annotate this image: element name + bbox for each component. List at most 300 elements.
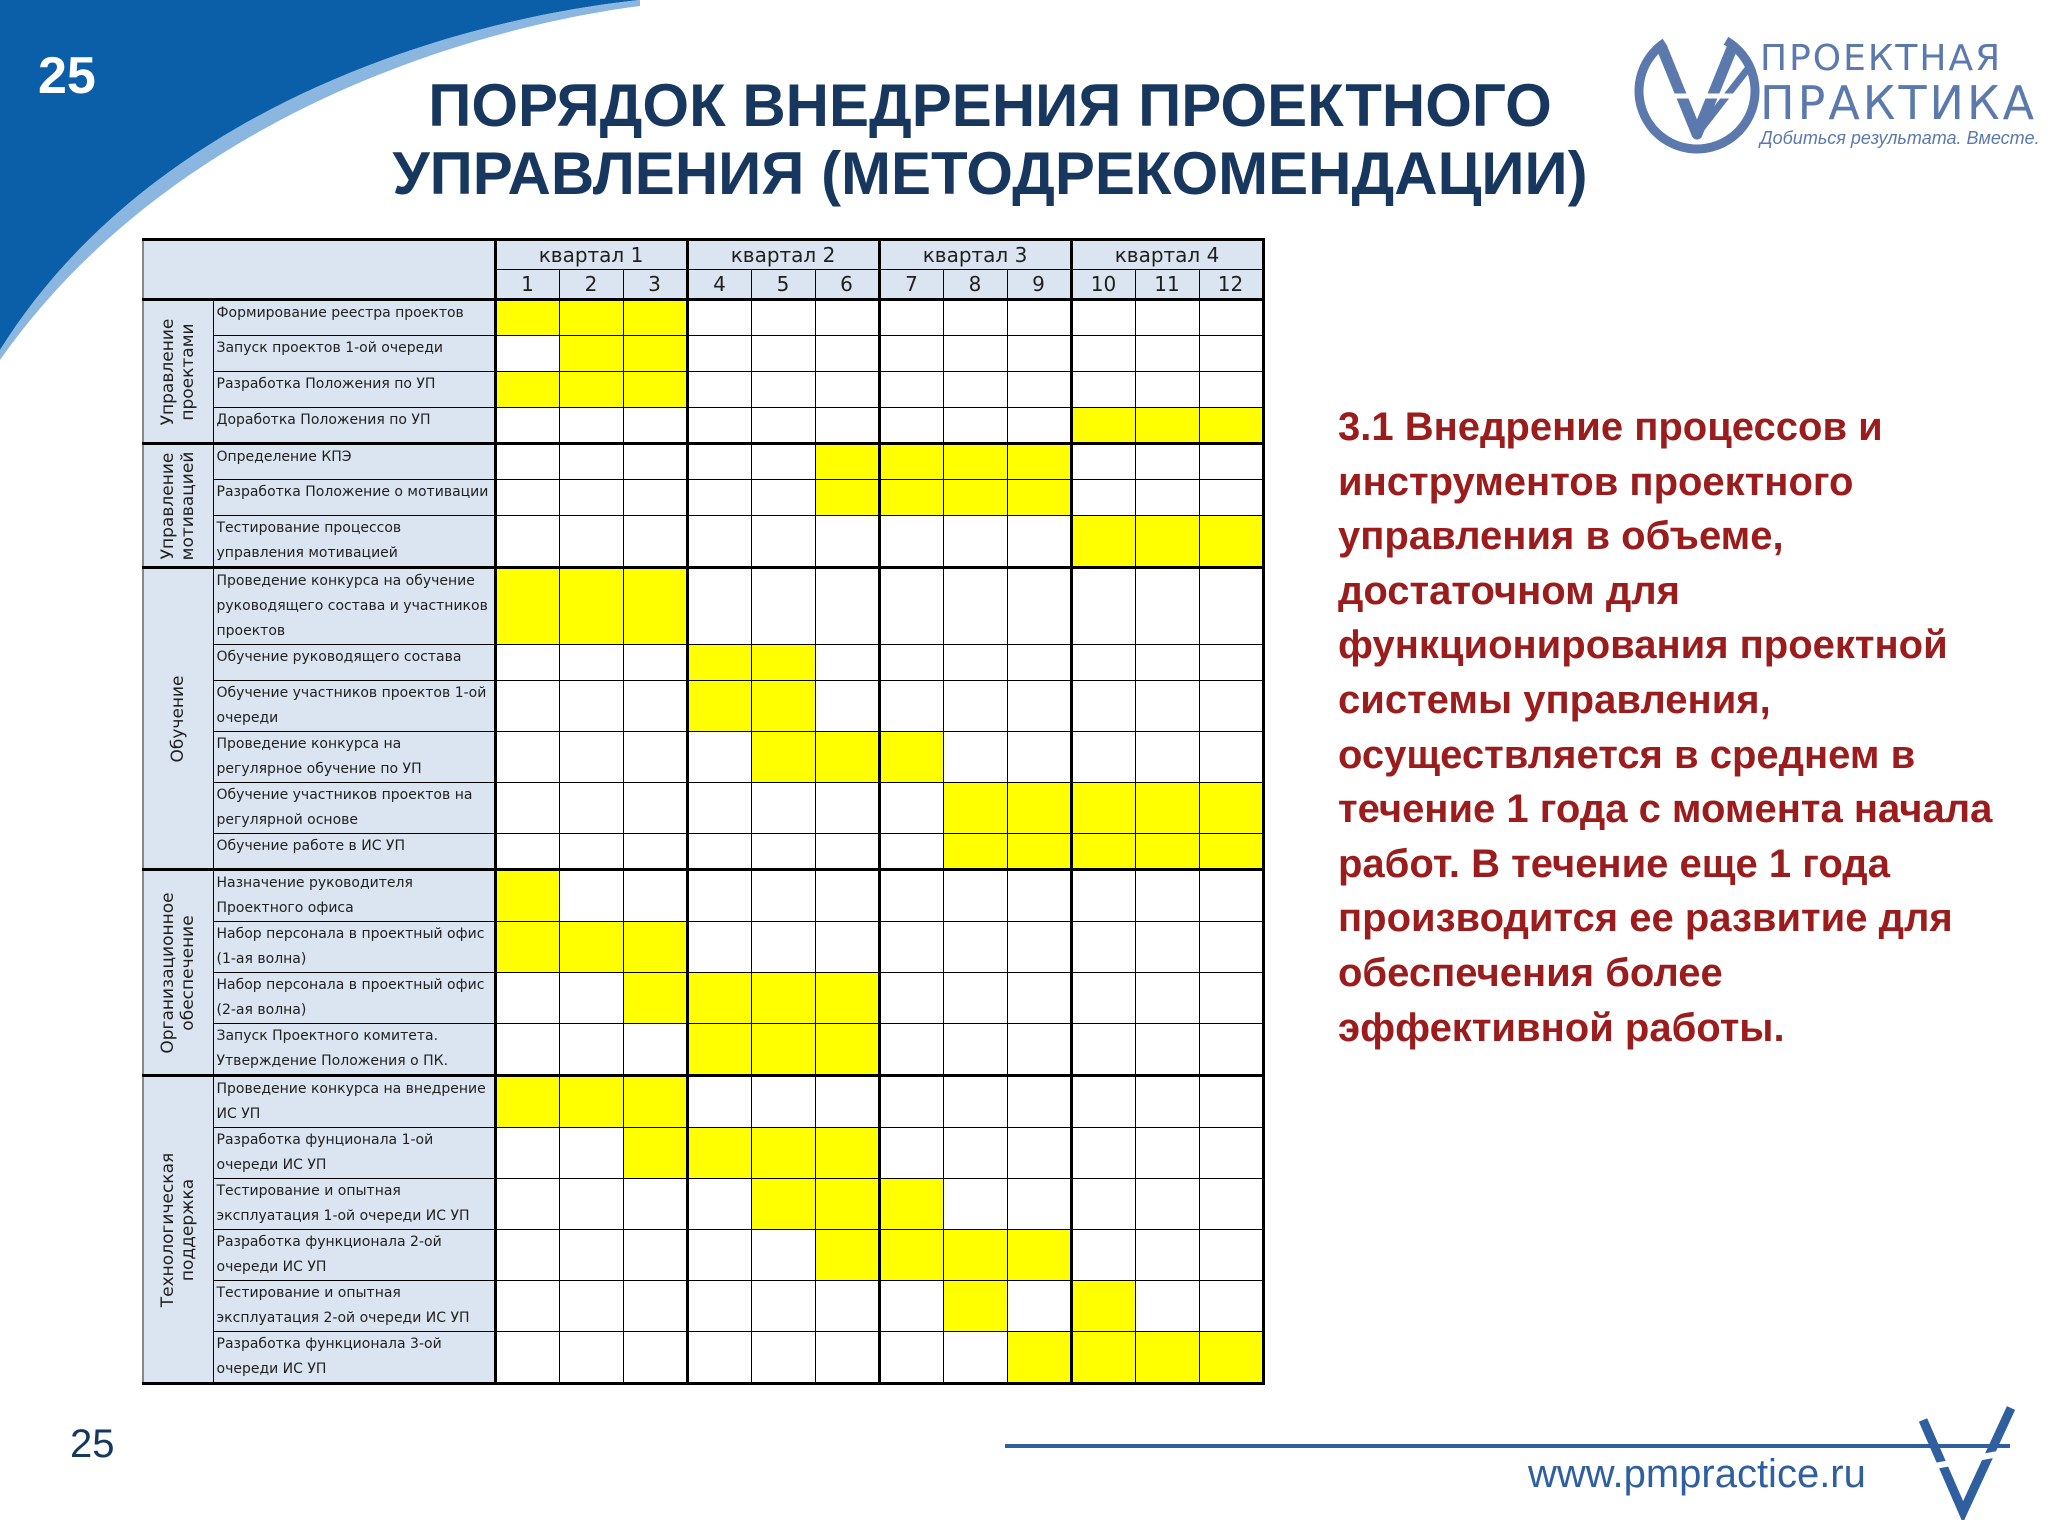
gantt-cell-active	[623, 1076, 687, 1128]
logo-v-icon	[1632, 26, 1762, 156]
gantt-cell	[1071, 732, 1135, 783]
gantt-cell-active	[495, 1076, 559, 1128]
task-label: Тестирование процессов управления мотивацией	[213, 516, 495, 568]
gantt-cell	[751, 408, 815, 444]
gantt-cell-active	[1007, 834, 1071, 870]
gantt-cell-active	[495, 870, 559, 922]
gantt-cell	[687, 922, 751, 973]
gantt-cell	[687, 1230, 751, 1281]
table-row	[143, 372, 1263, 408]
task-label: Разработка Положение о мотивации	[213, 480, 495, 516]
gantt-cell	[943, 1024, 1007, 1076]
group-cell	[143, 300, 213, 444]
table-row	[143, 870, 1263, 922]
gantt-cell-active	[943, 444, 1007, 480]
gantt-cell	[815, 1281, 879, 1332]
task-label: Доработка Положения по УП	[213, 408, 495, 444]
gantt-cell	[879, 336, 943, 372]
gantt-cell-active	[495, 372, 559, 408]
gantt-cell	[623, 1230, 687, 1281]
month-header: 6	[815, 270, 879, 300]
gantt-cell	[1007, 408, 1071, 444]
gantt-cell	[879, 1076, 943, 1128]
gantt-cell	[1199, 1179, 1263, 1230]
footer-line	[1005, 1444, 2010, 1448]
gantt-cell-active	[1071, 1281, 1135, 1332]
gantt-cell-active	[879, 1179, 943, 1230]
group-label: Организационное обеспечение	[158, 891, 199, 1054]
table-row	[143, 1332, 1263, 1384]
gantt-cell-active	[1135, 834, 1199, 870]
month-header: 12	[1199, 270, 1263, 300]
gantt-cell	[495, 408, 559, 444]
gantt-cell	[495, 444, 559, 480]
gantt-cell	[1199, 645, 1263, 681]
gantt-cell	[751, 372, 815, 408]
gantt-cell	[943, 516, 1007, 568]
gantt-cell-active	[687, 973, 751, 1024]
gantt-cell	[751, 783, 815, 834]
group-cell	[143, 568, 213, 870]
task-label: Проведение конкурса на регулярное обучение по УП	[213, 732, 495, 783]
gantt-cell	[1007, 645, 1071, 681]
gantt-cell	[1007, 516, 1071, 568]
quarter-header-row	[143, 240, 1263, 270]
gantt-cell-active	[1007, 1230, 1071, 1281]
table-row	[143, 681, 1263, 732]
gantt-cell	[1199, 973, 1263, 1024]
gantt-cell	[687, 372, 751, 408]
quarter-header: квартал 4	[1071, 240, 1263, 270]
gantt-cell	[1199, 1230, 1263, 1281]
table-row	[143, 1128, 1263, 1179]
gantt-cell-active	[879, 1230, 943, 1281]
task-label: Набор персонала в проектный офис (1-ая волна)	[213, 922, 495, 973]
logo-tagline: Добиться результата. Вместе.	[1760, 128, 2040, 148]
gantt-cell	[943, 408, 1007, 444]
gantt-cell-active	[559, 300, 623, 336]
gantt-cell	[879, 516, 943, 568]
month-header: 3	[623, 270, 687, 300]
gantt-cell-active	[623, 1128, 687, 1179]
table-row	[143, 645, 1263, 681]
gantt-cell	[1199, 922, 1263, 973]
gantt-cell	[879, 372, 943, 408]
gantt-cell-active	[559, 372, 623, 408]
gantt-cell	[1199, 1076, 1263, 1128]
table-row	[143, 783, 1263, 834]
gantt-cell-active	[815, 973, 879, 1024]
gantt-cell	[1071, 973, 1135, 1024]
month-header: 4	[687, 270, 751, 300]
gantt-cell	[815, 783, 879, 834]
gantt-cell	[943, 1128, 1007, 1179]
gantt-cell-active	[1199, 1332, 1263, 1384]
gantt-cell	[943, 336, 1007, 372]
gantt-cell-active	[943, 834, 1007, 870]
gantt-cell-active	[1135, 516, 1199, 568]
gantt-cell-active	[559, 336, 623, 372]
gantt-cell-active	[559, 568, 623, 645]
gantt-cell	[751, 1076, 815, 1128]
gantt-cell	[1135, 372, 1199, 408]
gantt-cell-active	[623, 922, 687, 973]
slide-number-bottom: 25	[70, 1422, 115, 1466]
gantt-cell	[687, 336, 751, 372]
gantt-cell	[815, 516, 879, 568]
gantt-cell-active	[623, 568, 687, 645]
gantt-cell	[687, 783, 751, 834]
group-label: Управление проектами	[158, 318, 199, 425]
gantt-cell	[943, 1076, 1007, 1128]
gantt-cell-active	[623, 336, 687, 372]
table-row	[143, 732, 1263, 783]
gantt-cell	[1007, 568, 1071, 645]
gantt-cell-active	[1071, 408, 1135, 444]
table-row	[143, 1281, 1263, 1332]
group-cell	[143, 444, 213, 568]
gantt-cell	[815, 1332, 879, 1384]
gantt-cell-active	[1007, 444, 1071, 480]
gantt-cell	[1135, 1281, 1199, 1332]
table-row	[143, 922, 1263, 973]
gantt-cell	[1135, 1024, 1199, 1076]
gantt-cell-active	[1135, 408, 1199, 444]
gantt-cell	[943, 645, 1007, 681]
gantt-cell	[1199, 870, 1263, 922]
gantt-cell	[1135, 645, 1199, 681]
side-description: 3.1 Внедрение процессов и инструментов проектного управления в объеме, достаточном для функционирования проектной системы управления, осуществляется в среднем в течение 1 года с момента начала работ. В течение еще 1 года производится ее развитие для обеспечения более эффективной работы.	[1338, 405, 1993, 1050]
footer-url[interactable]: www.pmpractice.ru	[1528, 1452, 1866, 1496]
gantt-cell	[623, 783, 687, 834]
gantt-cell-active	[1199, 834, 1263, 870]
gantt-cell-active	[623, 300, 687, 336]
gantt-cell-active	[943, 1230, 1007, 1281]
gantt-cell	[687, 732, 751, 783]
gantt-cell	[559, 444, 623, 480]
gantt-cell-active	[815, 1024, 879, 1076]
gantt-cell	[1135, 444, 1199, 480]
month-header: 11	[1135, 270, 1199, 300]
gantt-cell	[687, 834, 751, 870]
month-header: 8	[943, 270, 1007, 300]
gantt-cell	[495, 1024, 559, 1076]
gantt-cell	[1007, 681, 1071, 732]
quarter-header: квартал 3	[879, 240, 1071, 270]
gantt-cell	[559, 516, 623, 568]
gantt-cell	[687, 870, 751, 922]
gantt-cell	[687, 568, 751, 645]
gantt-cell	[1007, 973, 1071, 1024]
gantt-cell-active	[943, 783, 1007, 834]
gantt-cell-active	[815, 732, 879, 783]
table-row	[143, 300, 1263, 336]
gantt-cell	[815, 645, 879, 681]
gantt-cell	[879, 783, 943, 834]
gantt-cell	[495, 732, 559, 783]
gantt-cell	[1071, 1076, 1135, 1128]
month-header: 2	[559, 270, 623, 300]
gantt-cell	[1007, 1128, 1071, 1179]
logo-text-top: ПРОЕКТНАЯ	[1760, 38, 2003, 79]
gantt-cell-active	[943, 1281, 1007, 1332]
table-row	[143, 336, 1263, 372]
gantt-cell-active	[1007, 1332, 1071, 1384]
gantt-cell-active	[1071, 834, 1135, 870]
gantt-cell	[1071, 568, 1135, 645]
gantt-cell	[495, 973, 559, 1024]
table-row	[143, 1024, 1263, 1076]
table-row	[143, 568, 1263, 645]
gantt-cell	[559, 870, 623, 922]
gantt-cell	[1007, 1024, 1071, 1076]
gantt-cell-active	[751, 1179, 815, 1230]
gantt-cell	[559, 408, 623, 444]
gantt-cell-active	[1071, 1332, 1135, 1384]
task-label: Обучение работе в ИС УП	[213, 834, 495, 870]
gantt-cell	[495, 516, 559, 568]
gantt-cell	[623, 1024, 687, 1076]
gantt-cell	[1135, 973, 1199, 1024]
gantt-cell	[1007, 870, 1071, 922]
gantt-cell	[623, 870, 687, 922]
gantt-cell-active	[1071, 783, 1135, 834]
gantt-cell	[559, 1332, 623, 1384]
gantt-cell-active	[1135, 783, 1199, 834]
gantt-cell	[943, 568, 1007, 645]
gantt-cell	[751, 870, 815, 922]
gantt-cell	[559, 783, 623, 834]
gantt-cell	[495, 1179, 559, 1230]
table-row	[143, 1179, 1263, 1230]
gantt-cell-active	[687, 645, 751, 681]
gantt-cell	[623, 516, 687, 568]
gantt-cell	[879, 645, 943, 681]
gantt-cell-active	[623, 372, 687, 408]
month-header: 10	[1071, 270, 1135, 300]
month-header: 7	[879, 270, 943, 300]
gantt-cell	[1071, 1179, 1135, 1230]
task-label: Разработка фунционала 1-ой очереди ИС УП	[213, 1128, 495, 1179]
gantt-cell	[1071, 336, 1135, 372]
gantt-cell	[1199, 1281, 1263, 1332]
task-label: Обучение участников проектов 1-ой очереди	[213, 681, 495, 732]
v-check-icon	[1915, 1400, 2025, 1520]
task-label: Разработка Положения по УП	[213, 372, 495, 408]
gantt-cell-active	[1007, 480, 1071, 516]
gantt-cell	[1071, 480, 1135, 516]
task-label: Обучение руководящего состава	[213, 645, 495, 681]
gantt-cell	[1135, 480, 1199, 516]
task-label: Проведение конкурса на обучение руководящего состава и участников проектов	[213, 568, 495, 645]
gantt-cell	[559, 1230, 623, 1281]
gantt-cell	[1071, 1024, 1135, 1076]
gantt-cell-active	[751, 973, 815, 1024]
gantt-cell	[1135, 681, 1199, 732]
gantt-cell	[879, 408, 943, 444]
gantt-cell	[943, 922, 1007, 973]
gantt-cell-active	[495, 300, 559, 336]
gantt-cell	[879, 1128, 943, 1179]
gantt-cell	[623, 834, 687, 870]
gantt-cell	[687, 408, 751, 444]
table-row	[143, 973, 1263, 1024]
gantt-cell	[1199, 1128, 1263, 1179]
gantt-cell	[623, 408, 687, 444]
gantt-cell	[495, 1128, 559, 1179]
gantt-cell	[559, 1024, 623, 1076]
gantt-cell	[1071, 870, 1135, 922]
gantt-cell	[1007, 732, 1071, 783]
task-label: Обучение участников проектов на регулярной основе	[213, 783, 495, 834]
gantt-cell	[879, 973, 943, 1024]
table-row	[143, 444, 1263, 480]
gantt-cell-active	[751, 681, 815, 732]
gantt-cell	[559, 480, 623, 516]
gantt-cell	[1135, 1076, 1199, 1128]
gantt-cell	[751, 516, 815, 568]
gantt-cell	[687, 1332, 751, 1384]
gantt-cell	[1071, 645, 1135, 681]
gantt-cell	[623, 732, 687, 783]
gantt-cell-active	[943, 480, 1007, 516]
gantt-cell	[943, 870, 1007, 922]
gantt-cell	[1135, 336, 1199, 372]
gantt-cell	[559, 732, 623, 783]
gantt-cell	[495, 1230, 559, 1281]
gantt-cell	[623, 444, 687, 480]
gantt-cell-active	[751, 1128, 815, 1179]
gantt-cell	[879, 870, 943, 922]
task-label: Тестирование и опытная эксплуатация 2-ой очереди ИС УП	[213, 1281, 495, 1332]
gantt-cell	[623, 645, 687, 681]
gantt-cell-active	[815, 1230, 879, 1281]
gantt-cell-active	[1135, 1332, 1199, 1384]
gantt-cell	[1007, 1179, 1071, 1230]
gantt-cell	[1199, 336, 1263, 372]
gantt-cell-active	[815, 1179, 879, 1230]
gantt-cell	[943, 372, 1007, 408]
gantt-cell	[1071, 922, 1135, 973]
gantt-cell	[687, 480, 751, 516]
gantt-cell	[751, 568, 815, 645]
gantt-cell-active	[1199, 516, 1263, 568]
gantt-cell	[879, 922, 943, 973]
gantt-cell	[1199, 1024, 1263, 1076]
group-cell	[143, 870, 213, 1076]
gantt-cell-active	[1199, 408, 1263, 444]
task-label: Формирование реестра проектов	[213, 300, 495, 336]
group-label: Управление мотивацией	[158, 451, 199, 560]
gantt-cell-active	[687, 681, 751, 732]
gantt-cell	[559, 834, 623, 870]
gantt-cell-active	[879, 480, 943, 516]
gantt-cell-active	[1071, 516, 1135, 568]
gantt-cell	[943, 732, 1007, 783]
gantt-cell	[623, 1332, 687, 1384]
gantt-cell	[1135, 922, 1199, 973]
gantt-cell	[1199, 681, 1263, 732]
gantt-cell	[751, 922, 815, 973]
group-cell	[143, 1076, 213, 1384]
gantt-cell	[815, 408, 879, 444]
gantt-cell	[1135, 568, 1199, 645]
gantt-cell	[1007, 372, 1071, 408]
gantt-cell	[1199, 568, 1263, 645]
month-header: 5	[751, 270, 815, 300]
group-label: Обучение	[168, 674, 189, 763]
gantt-cell	[879, 1024, 943, 1076]
gantt-cell	[751, 336, 815, 372]
gantt-cell	[1007, 922, 1071, 973]
gantt-cell-active	[1199, 783, 1263, 834]
gantt-table	[142, 238, 1265, 1385]
header-blank	[143, 240, 495, 300]
gantt-cell	[495, 1281, 559, 1332]
gantt-cell	[1199, 732, 1263, 783]
gantt-cell	[815, 681, 879, 732]
gantt-cell	[815, 568, 879, 645]
task-label: Назначение руководителя Проектного офиса	[213, 870, 495, 922]
gantt-cell-active	[623, 973, 687, 1024]
gantt-cell	[1135, 732, 1199, 783]
gantt-cell	[687, 300, 751, 336]
gantt-cell-active	[559, 1076, 623, 1128]
gantt-cell	[943, 681, 1007, 732]
gantt-cell-active	[879, 444, 943, 480]
gantt-cell	[1199, 480, 1263, 516]
task-label: Тестирование и опытная эксплуатация 1-ой очереди ИС УП	[213, 1179, 495, 1230]
task-label: Разработка функционала 3-ой очереди ИС УП	[213, 1332, 495, 1384]
gantt-cell-active	[815, 480, 879, 516]
gantt-cell-active	[879, 732, 943, 783]
gantt-cell-active	[815, 444, 879, 480]
gantt-cell	[879, 300, 943, 336]
gantt-cell	[1135, 870, 1199, 922]
gantt-cell	[1007, 1281, 1071, 1332]
gantt-cell	[879, 1281, 943, 1332]
task-label: Набор персонала в проектный офис (2-ая волна)	[213, 973, 495, 1024]
gantt-cell	[495, 681, 559, 732]
gantt-cell	[1007, 1076, 1071, 1128]
gantt-cell	[1199, 372, 1263, 408]
table-row	[143, 1230, 1263, 1281]
task-label: Проведение конкурса на внедрение ИС УП	[213, 1076, 495, 1128]
gantt-cell-active	[751, 732, 815, 783]
group-label: Технологическая поддержка	[158, 1152, 199, 1307]
gantt-cell	[687, 516, 751, 568]
gantt-cell	[559, 681, 623, 732]
gantt-cell	[1071, 681, 1135, 732]
gantt-cell	[495, 336, 559, 372]
gantt-cell	[495, 480, 559, 516]
gantt-cell	[495, 834, 559, 870]
task-label: Запуск Проектного комитета. Утверждение Положения о ПК.	[213, 1024, 495, 1076]
gantt-cell	[687, 444, 751, 480]
gantt-cell	[495, 645, 559, 681]
gantt-cell	[751, 300, 815, 336]
gantt-cell	[1007, 336, 1071, 372]
gantt-cell	[1071, 300, 1135, 336]
gantt-cell	[559, 645, 623, 681]
table-row	[143, 1076, 1263, 1128]
gantt-cell	[1135, 1128, 1199, 1179]
gantt-cell	[1135, 1230, 1199, 1281]
gantt-cell	[1071, 1230, 1135, 1281]
gantt-cell	[943, 973, 1007, 1024]
gantt-cell	[751, 1281, 815, 1332]
gantt-cell	[1135, 300, 1199, 336]
